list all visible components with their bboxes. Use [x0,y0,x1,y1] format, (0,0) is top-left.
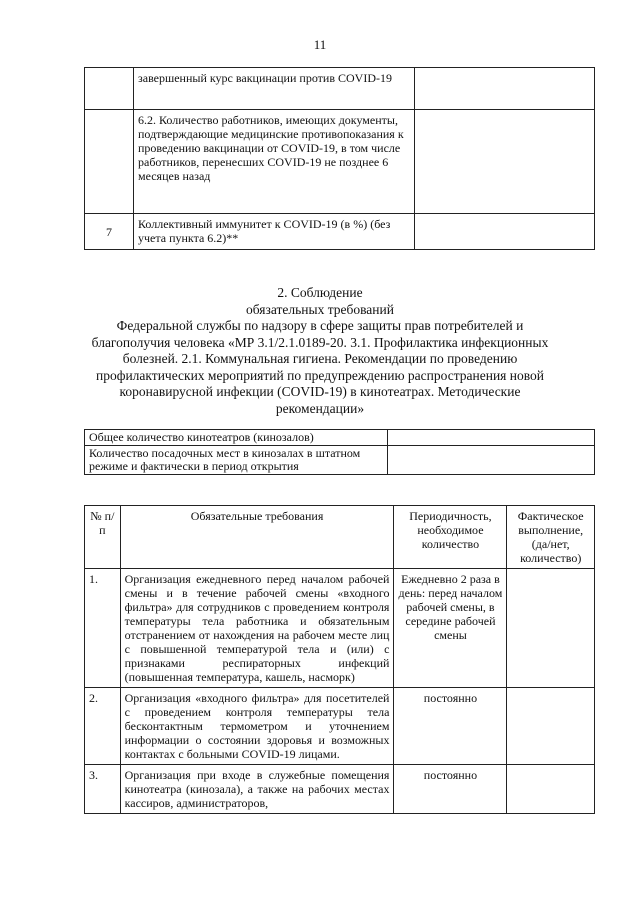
row-text: Коллективный иммунитет к COVID-19 (в %) (без учета пункта 6.2)** [134,214,415,250]
table-row [85,569,595,688]
info-value [388,446,595,475]
table-row [85,765,595,814]
table-row [85,430,595,446]
header-actual: Фактическое выполнение, (да/нет, количество) [507,506,595,569]
row-text: 6.2. Количество работников, имеющих документы, подтверждающие медицинские противопоказания к проведению вакцинации от COVID-19, в том числе работников, перенесших COVID-19 не позднее 6 месяцев назад [134,110,415,214]
row-value [415,68,595,110]
section-title [80,285,560,417]
table-row [85,68,595,110]
section-description: Федеральной службы по надзору в сфере защиты прав потребителей и благополучия человека «МР 3.1/2.1.0189-20. 3.1. Профилактика инфекционных болезней. 2.1. Коммунальная гигиена. Рекомендации по проведению профилактических мероприятий по предупреждению распространения новой коронавирусной инфекции (COVID-19) в кинотеатрах. Методические рекомендации» [91,318,549,416]
frequency-text: постоянно [394,765,507,814]
actual-value [507,688,595,765]
page-number: 11 [313,37,327,52]
frequency-text: постоянно [394,688,507,765]
info-value [388,430,595,446]
requirements-table [84,505,595,814]
info-label: Общее количество кинотеатров (кинозалов) [85,430,388,446]
row-number [85,68,134,110]
requirement-text: Организация ежедневного перед началом рабочей смены и в течение рабочей смены «входного фильтра» для сотрудников с проведением контроля температуры тела работника и обязательным отстранением от нахождения на рабочем месте лиц с повышенной температурой тела и (или) с признаками респираторных инфекций (повышенная температура, кашель, насморк) [120,569,394,688]
cinema-info-table [84,429,595,475]
section-subheading: обязательных требований [246,301,394,317]
actual-value [507,569,595,688]
actual-value [507,765,595,814]
row-value [415,110,595,214]
frequency-text: Ежедневно 2 раза в день: перед началом рабочей смены, в середине рабочей смены [394,569,507,688]
vaccination-table [84,67,595,250]
row-text: завершенный курс вакцинации против COVID-19 [134,68,415,110]
row-number: 7 [85,214,134,250]
table-row [85,446,595,475]
requirement-text: Организация при входе в служебные помещения кинотеатра (кинозала), а также на рабочих местах кассиров, администраторов, [120,765,394,814]
table-header-row [85,506,595,569]
table-row [85,214,595,250]
row-number: 3. [85,765,121,814]
table-row [85,110,595,214]
requirement-text: Организация «входного фильтра» для посетителей с проведением контроля температуры тела бесконтактным термометром и уточнением информации о состоянии здоровья и возможных контактах с больными COVID-19 лицами. [120,688,394,765]
section-heading: 2. Соблюдение [277,285,363,300]
row-number [85,110,134,214]
header-requirements: Обязательные требования [120,506,394,569]
row-value [415,214,595,250]
table-row [85,688,595,765]
header-frequency: Периодичность, необходимое количество [394,506,507,569]
info-label: Количество посадочных мест в кинозалах в штатном режиме и фактически в период открытия [85,446,388,475]
row-number: 2. [85,688,121,765]
header-num: № п/п [85,506,121,569]
row-number: 1. [85,569,121,688]
